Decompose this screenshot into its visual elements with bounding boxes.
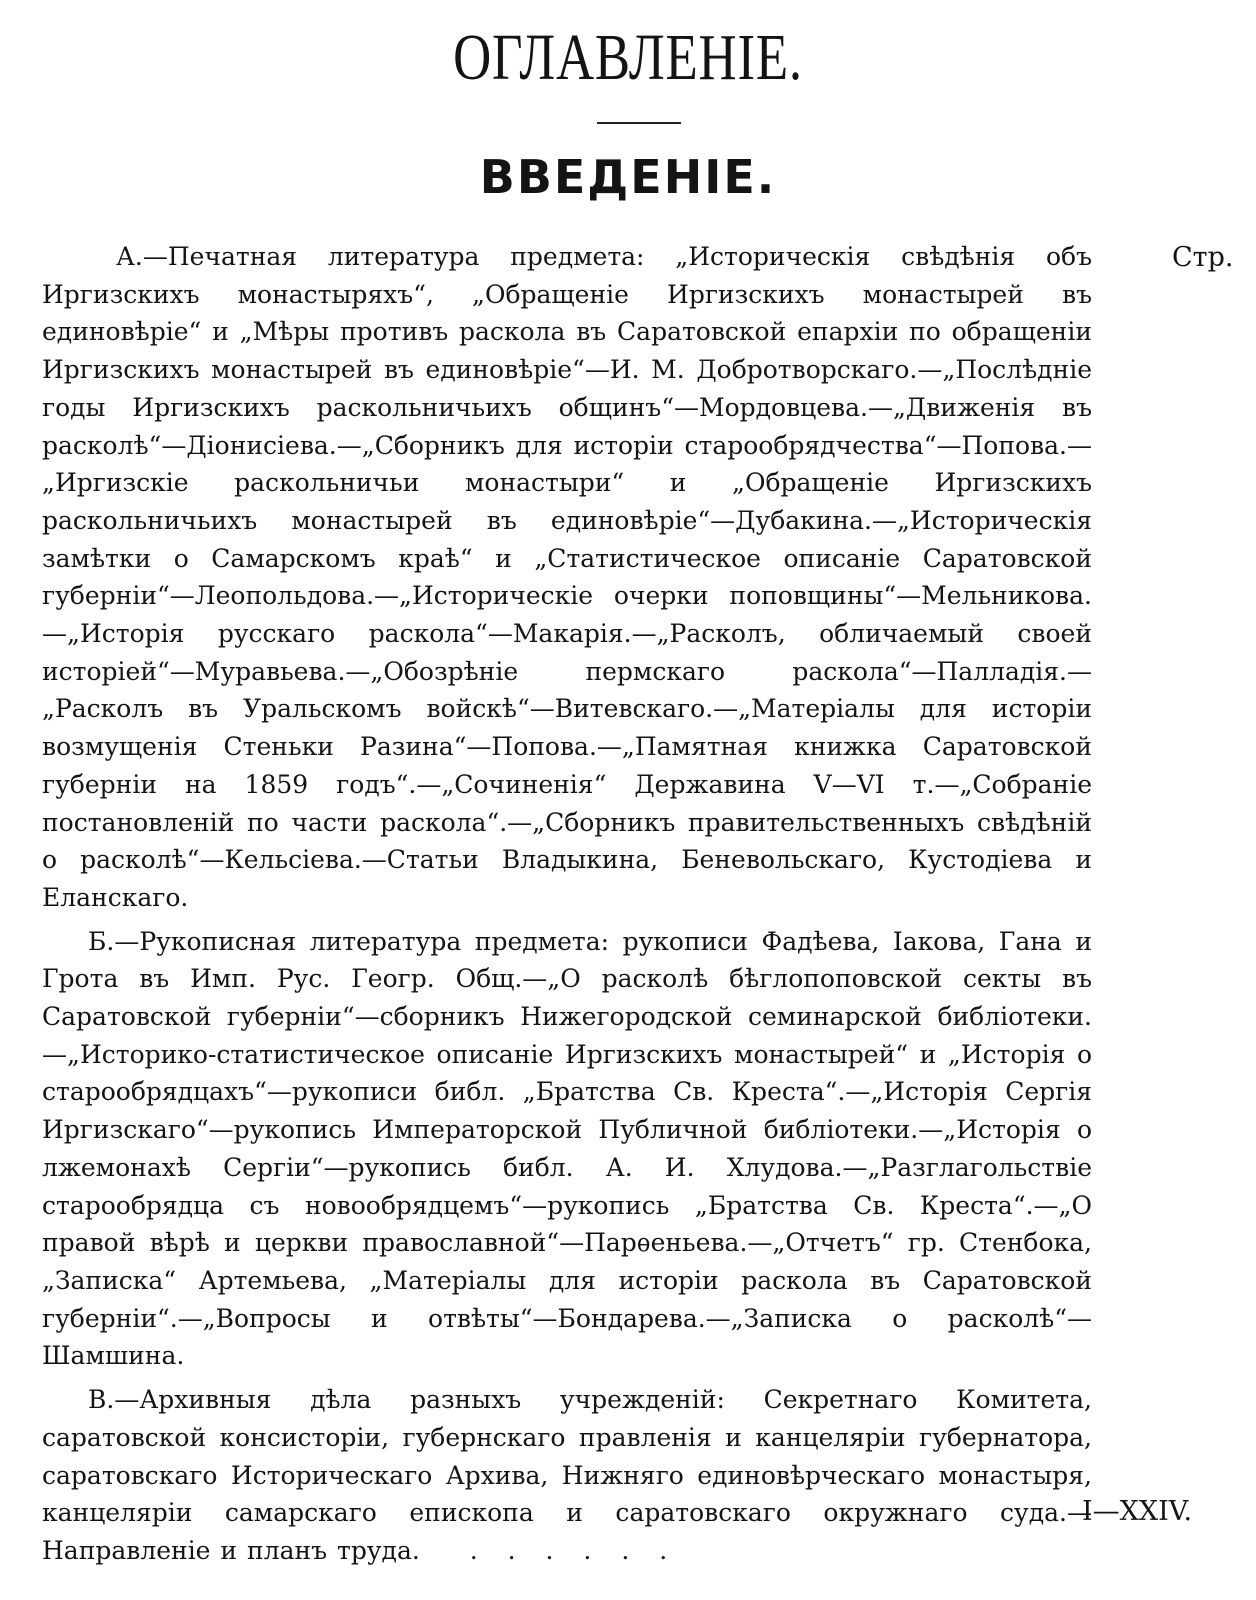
toc-entry-archives: [42, 1381, 1092, 1570]
toc-entry-archives-text: [42, 1381, 1092, 1570]
title-divider: [597, 122, 681, 124]
section-heading: ВВЕДЕНІЕ.: [479, 150, 777, 204]
toc-entry-manuscript-literature: Б.—Рукописная литература предмета: рукописи Фадѣева, Іакова, Гана и Грота въ Имп. Рус. Геогр. Общ.—„О расколѣ бѣглопоповской секты въ Саратовской губерніи“—сборникъ Нижегородской семинарской библіотеки.—„Историко-статистическое описаніе Иргизскихъ монастырей“ и „Исторія о старообрядцахъ“—рукописи библ. „Братства Св. Креста“.—„Исторія Сергія Иргизскаго“—рукопись Императорской Публичной библіотеки.—„Исторія о лжемонахѣ Сергіи“—рукопись библ. А. И. Хлудова.—„Разглагольствіе старообрядца съ новообрядцемъ“—рукопись „Братства Св. Креста“.—„О правой вѣрѣ и церкви православной“—Парѳеньева.—„Отчетъ“ гр. Стенбока, „Записка“ Артемьева, „Матеріалы для исторіи раскола въ Саратовской губерніи“.—„Вопросы и отвѣты“—Бондарева.—„Записка о расколѣ“—Шамшина.: [42, 926, 1092, 1371]
page-title: ОГЛАВЛЕНІЕ.: [453, 21, 803, 94]
dot-leader: . . . . . .: [469, 1535, 678, 1565]
toc-entry-printed-literature: А.—Печатная литература предмета: „Историческія свѣдѣнія объ Иргизскихъ монастыряхъ“, „Обращеніе Иргизскихъ монастырей въ единовѣріе“ и „Мѣры противъ раскола въ Саратовской епархіи по обращеніи Иргизскихъ монастырей въ единовѣріе“—И. М. Добротворскаго.—„Послѣдніе годы Иргизскихъ раскольничьихъ общинъ“—Мордовцева.—„Движенія въ расколѣ“—Діонисіева.—„Сборникъ для исторіи старообрядчества“—Попова.—„Иргизскіе раскольничьи монастыри“ и „Обращеніе Иргизскихъ раскольничьихъ монастырей въ единовѣріе“—Дубакина.—„Историческія замѣтки о Самарскомъ краѣ“ и „Статистическое описаніе Саратовской губерніи“—Леопольдова.—„Историческіе очерки поповщины“—Мельникова.—„Исторія русскаго раскола“—Макарія.—„Расколъ, обличаемый своей исторіей“—Муравьева.—„Обозрѣніе пермскаго раскола“—Палладія.—„Расколъ въ Уральскомъ войскѣ“—Витевскаго.—„Матеріалы для исторіи возмущенія Стеньки Разина“—Попова.—„Памятная книжка Саратовской губерніи на 1859 годъ“.—„Сочиненія“ Державина V—VI т.—„Собраніе постановленій по части раскола“.—„Сборникъ правительственныхъ свѣдѣній о расколѣ“—Кельсіева.—Статьи Владыкина, Беневольскаго, Кустодіева и Еланскаго.: [42, 242, 1092, 912]
toc-entry-archives-body: В.—Архивныя дѣла разныхъ учрежденій: Секретнаго Комитета, саратовской консисторіи, губернскаго правленія и канцеляріи губернатора, саратовскаго Историческаго Архива, Нижняго единовѣрческаго монастыря, канцеляріи самарскаго епископа и саратовскаго окружнаго суда.—Направленіе и планъ труда.: [42, 1385, 1092, 1565]
toc-body: [42, 238, 1092, 1570]
page-column-label: Стр.: [1172, 242, 1234, 273]
page-range: I—XXIV.: [1082, 1496, 1193, 1527]
